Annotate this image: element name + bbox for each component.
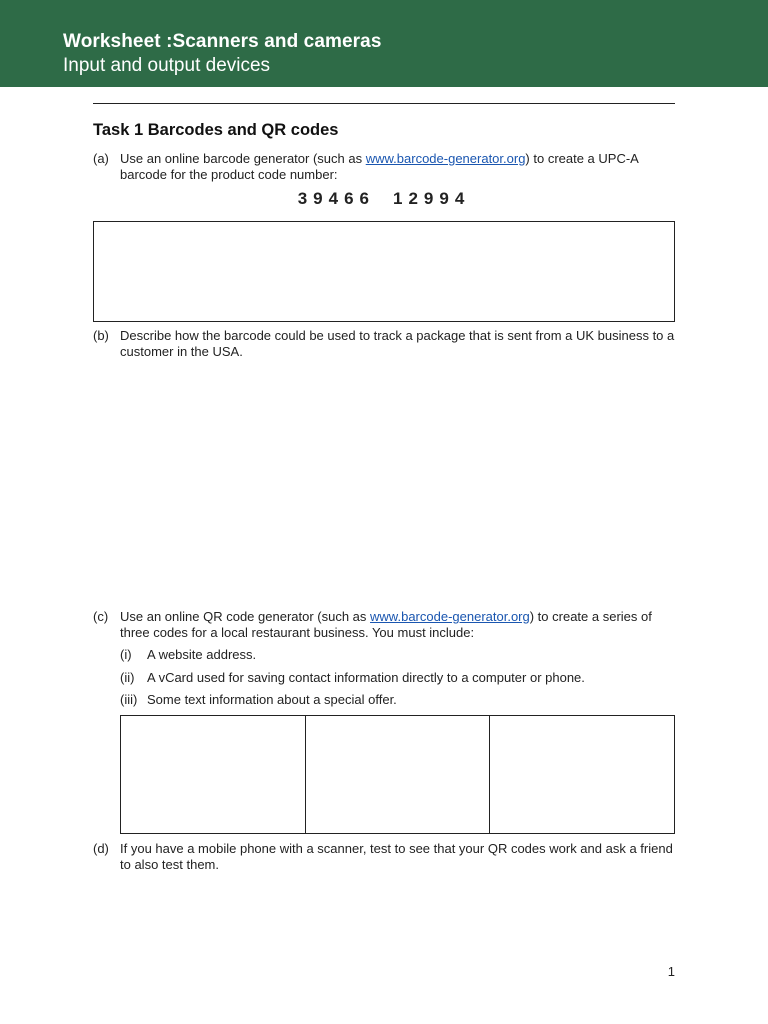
subitem-ii-text: A vCard used for saving contact information directly to a computer or phone.: [147, 670, 585, 685]
question-a-text-after: ) to create a UPC-A barcode for the product code number:: [120, 151, 639, 182]
subitem-i-marker: (i): [120, 647, 132, 662]
question-a-text: [120, 151, 675, 182]
question-c-marker: (c): [93, 609, 109, 624]
question-c-text-after: ) to create a series of three codes for a local restaurant business. You must include:: [120, 609, 652, 640]
question-b-text: Describe how the barcode could be used to track a package that is sent from a UK business to a customer in the USA.: [120, 328, 675, 359]
question-d-text: If you have a mobile phone with a scanner, test to see that your QR codes work and ask a friend to also test them.: [120, 841, 673, 872]
divider: [93, 103, 675, 104]
question-a-text-before: Use an online barcode generator (such as: [120, 151, 366, 166]
page-number: 1: [667, 964, 675, 979]
subitem-iii-marker: (iii): [120, 692, 138, 707]
question-c-text-before: Use an online QR code generator (such as: [120, 609, 371, 624]
barcode-generator-link[interactable]: www.barcode-generator.org: [365, 151, 526, 166]
worksheet-header: [0, 0, 768, 87]
barcode-answer-box[interactable]: [93, 221, 675, 322]
qr-answer-box-vcard[interactable]: [305, 716, 490, 833]
product-code-part1: 39466: [297, 189, 375, 208]
qr-generator-link[interactable]: www.barcode-generator.org: [370, 609, 530, 624]
subitem-ii-marker: (ii): [120, 670, 135, 685]
product-code-part2: 12994: [393, 189, 471, 208]
question-b-marker: (b): [93, 328, 109, 343]
subitem-iii-text: Some text information about a special offer.: [147, 692, 397, 707]
question-a-marker: (a): [93, 151, 109, 166]
product-code-number: [93, 189, 675, 209]
question-d-marker: (d): [93, 841, 109, 856]
subitem-i-text: A website address.: [147, 647, 257, 662]
qr-answer-box-website[interactable]: [121, 716, 305, 833]
task-heading: Task 1 Barcodes and QR codes: [93, 121, 339, 139]
qr-answer-box-offer[interactable]: [489, 716, 674, 833]
worksheet-title: Worksheet :Scanners and cameras: [63, 31, 382, 52]
question-c-text: [120, 609, 675, 640]
worksheet-subtitle: Input and output devices: [63, 55, 271, 76]
qr-code-answer-table: [120, 715, 675, 834]
